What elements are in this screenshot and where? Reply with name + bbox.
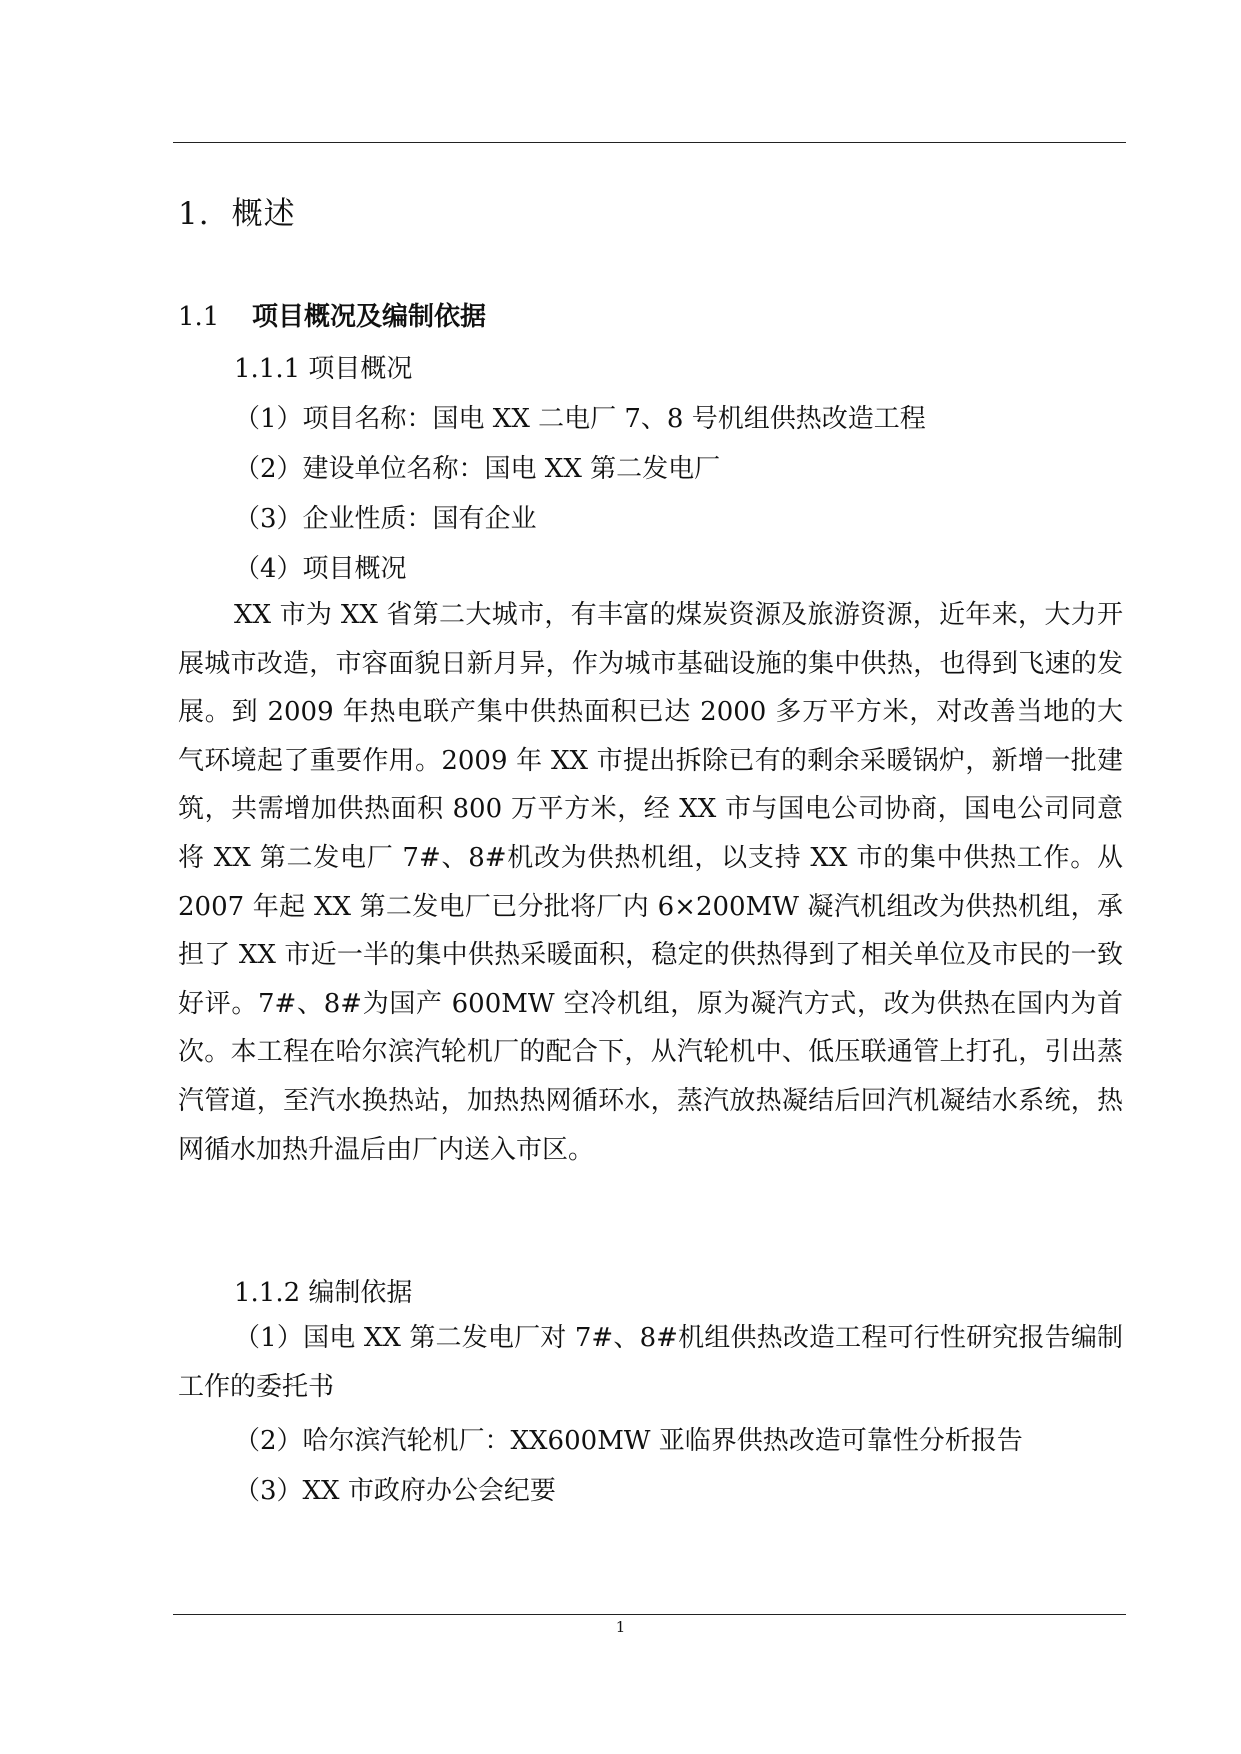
heading-1-number: 1. bbox=[178, 196, 210, 232]
page-number: 1 bbox=[615, 1618, 626, 1636]
heading-2-title: 项目概况及编制依据 bbox=[252, 302, 487, 332]
heading-1 bbox=[178, 188, 296, 233]
section-1-1-2-title: 1.1.2 编制依据 bbox=[234, 1278, 413, 1308]
header-rule bbox=[173, 142, 1126, 143]
heading-2 bbox=[178, 296, 486, 333]
project-overview-paragraph: XX 市为 XX 省第二大城市，有丰富的煤炭资源及旅游资源，近年来，大力开展城市改造，市容面貌日新月异，作为城市基础设施的集中供热，也得到飞速的发展。到 2009 年热电联产集中供热面积已达 2000 多万平方米，对改善当地的大气环境起了重要作用。2009 年 XX 市提出拆除已有的剩余采暖锅炉，新增一批建筑，共需增加供热面积 800 万平方米，经 XX 市与国电公司协商，国电公司同意将 XX 第二发电厂 7#、8#机改为供热机组，以支持 XX 市的集中供热工作。从 2007 年起 XX 第二发电厂已分批将厂内 6×200MW 凝汽机组改为供热机组，承担了 XX 市近一半的集中供热采暖面积，稳定的供热得到了相关单位及市民的一致好评。7#、8#为国产 600MW 空冷机组，原为凝汽方式，改为供热在国内为首次。本工程在哈尔滨汽轮机厂的配合下，从汽轮机中、低压联通管上打孔，引出蒸汽管道，至汽水换热站，加热热网循环水，蒸汽放热凝结后回汽机凝结水系统，热网循水加热升温后由厂内送入市区。 bbox=[178, 600, 1123, 1165]
list-item: （3）企业性质：国有企业 bbox=[234, 504, 537, 534]
footer-rule bbox=[173, 1614, 1126, 1615]
list-item: （2）建设单位名称：国电 XX 第二发电厂 bbox=[234, 454, 721, 484]
list-item: （1）项目名称：国电 XX 二电厂 7、8 号机组供热改造工程 bbox=[234, 404, 926, 434]
section-1-1-1-title: 1.1.1 项目概况 bbox=[234, 354, 413, 384]
list-item: （2）哈尔滨汽轮机厂：XX600MW 亚临界供热改造可靠性分析报告 bbox=[234, 1426, 1023, 1456]
list-item: （4）项目概况 bbox=[234, 554, 407, 584]
heading-2-number: 1.1 bbox=[178, 302, 220, 332]
list-item: （3）XX 市政府办公会纪要 bbox=[234, 1476, 556, 1506]
list-item: （1）国电 XX 第二发电厂对 7#、8#机组供热改造工程可行性研究报告编制工作的委托书 bbox=[178, 1323, 1123, 1402]
heading-1-title: 概述 bbox=[231, 196, 296, 232]
